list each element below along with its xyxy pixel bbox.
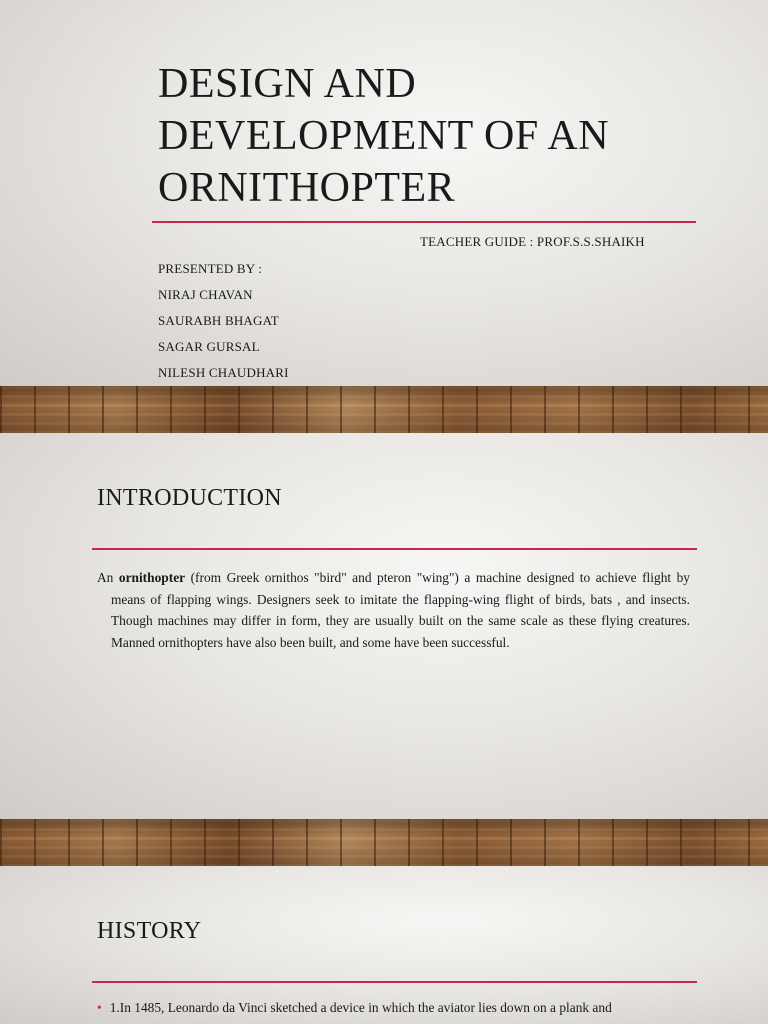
introduction-paragraph [97, 567, 690, 653]
history-bullet-text: 1.In 1485, Leonardo da Vinci sketched a device in which the aviator lies down on a plank and [109, 1000, 612, 1015]
history-bullet-item [97, 1000, 697, 1016]
presented-by-label: PRESENTED BY : [158, 261, 263, 276]
slide-introduction [0, 433, 768, 819]
history-heading: HISTORY [97, 918, 202, 944]
title-line-3: ORNITHOPTER [158, 165, 456, 211]
title-line-1: DESIGN AND [158, 61, 417, 107]
wood-floor-band [0, 819, 768, 866]
bullet-icon: • [97, 1000, 102, 1015]
introduction-divider [92, 548, 697, 550]
history-divider [92, 981, 697, 983]
para-lead: An [97, 570, 119, 585]
para-rest: (from Greek ornithos "bird" and pteron "wing") a machine designed to achieve flight by means of flapping wings. Designers seek to imitate the flapping-wing flight of birds, bats , and insects. Though machines may differ in form, they are usually built on the same scale as these flying creatures. Manned ornithopters have also been built, and some have been successful. [111, 570, 691, 650]
title-divider [152, 221, 696, 223]
presenter-name: SAURABH BHAGAT [158, 313, 279, 328]
presenter-name: NIRAJ CHAVAN [158, 287, 253, 302]
introduction-heading: INTRODUCTION [97, 485, 282, 511]
teacher-guide: TEACHER GUIDE : PROF.S.S.SHAIKH [420, 234, 645, 249]
para-bold-term: ornithopter [118, 570, 186, 585]
wood-floor-band [0, 386, 768, 433]
slide-title [0, 0, 768, 386]
title-line-2: DEVELOPMENT OF AN [158, 113, 610, 159]
presenter-name: NILESH CHAUDHARI [158, 365, 289, 380]
slide-title-heading [158, 58, 718, 214]
presenter-name: SAGAR GURSAL [158, 339, 260, 354]
